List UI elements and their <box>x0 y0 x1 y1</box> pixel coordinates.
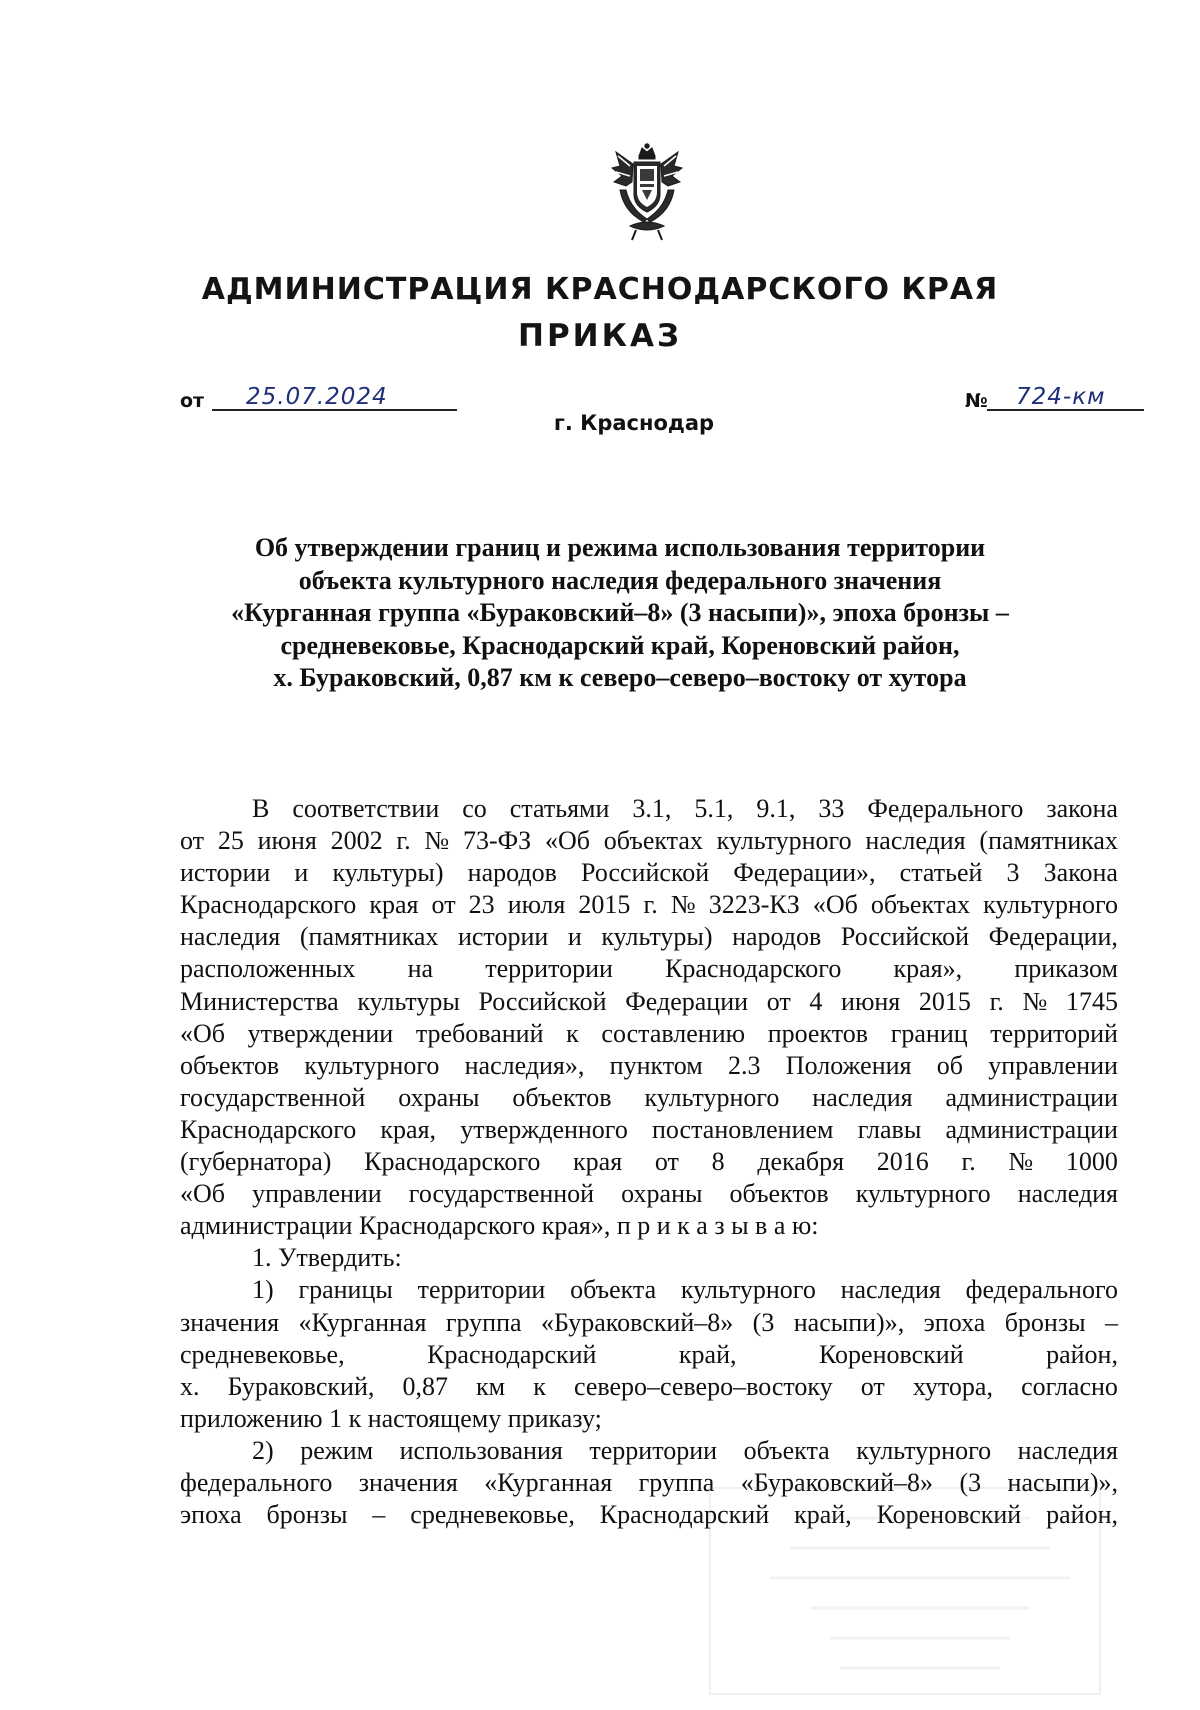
body-word: «Об <box>545 826 591 856</box>
body-line <box>180 1018 1118 1050</box>
body-line <box>180 1371 1118 1403</box>
body-word: утвержденного <box>460 1114 628 1144</box>
organization-name: АДМИНИСТРАЦИЯ КРАСНОДАРСКОГО КРАЯ <box>201 272 999 307</box>
body-word: Федерации, <box>988 922 1118 952</box>
body-word: «Курганная <box>298 1307 427 1337</box>
body-word: 3223-КЗ <box>708 890 800 920</box>
body-line <box>180 857 1118 889</box>
body-word: Положения <box>785 1050 912 1080</box>
document-body <box>180 793 1118 1531</box>
body-line <box>180 1274 1118 1306</box>
body-word: народов <box>732 922 822 952</box>
body-word: группа <box>445 1307 522 1337</box>
body-word: Российской <box>478 986 607 1016</box>
body-word: значения <box>180 1307 280 1337</box>
body-word: согласно <box>1021 1371 1118 1401</box>
body-word: статьей <box>899 858 983 888</box>
body-word: народов <box>467 858 557 888</box>
body-line <box>180 1178 1118 1210</box>
body-line: 1. Утвердить: <box>252 1243 402 1273</box>
body-word: охраны <box>398 1082 480 1112</box>
body-word: культуры) <box>332 858 444 888</box>
body-word: наследия», <box>464 1050 585 1080</box>
body-word: 2002 <box>330 826 383 856</box>
body-line <box>180 889 1118 921</box>
body-word: территории <box>417 1275 546 1305</box>
body-word: наследия <box>1017 1435 1118 1465</box>
body-word: 33 <box>818 794 845 823</box>
body-word: (памятниках <box>299 922 439 952</box>
body-word: «Об <box>812 890 858 920</box>
body-word: – <box>1105 1307 1118 1337</box>
subject-line: Об утверждении границ и режима использования территории <box>254 533 986 562</box>
body-word: Федерации <box>625 986 749 1016</box>
body-word: значения <box>358 1467 458 1497</box>
body-word: администрации <box>945 1114 1118 1144</box>
body-word: и <box>294 858 309 888</box>
body-word: от <box>860 1371 885 1401</box>
body-word: (памятниках <box>979 826 1118 856</box>
body-word: объектах <box>603 826 703 856</box>
body-word: бронзы <box>266 1500 348 1530</box>
body-line <box>180 1050 1118 1082</box>
body-word: бронзы <box>1004 1307 1086 1337</box>
document-subject <box>180 532 1060 695</box>
body-word: администрации <box>945 1082 1118 1112</box>
body-word: г. <box>961 1147 976 1177</box>
body-word: охраны <box>621 1179 703 1209</box>
body-word: Краснодарского <box>364 1147 541 1177</box>
body-word: проектов <box>767 1018 869 1048</box>
body-word: Российской <box>840 922 970 952</box>
body-word: государственной <box>408 1179 595 1209</box>
body-word: территории <box>485 954 613 984</box>
body-word: расположенных <box>180 954 356 984</box>
body-word: – <box>372 1500 386 1530</box>
body-word: края <box>573 1147 623 1177</box>
body-word: насыпи)», <box>1007 1467 1118 1497</box>
body-line <box>180 1146 1118 1178</box>
body-word: использования <box>399 1435 563 1465</box>
subject-line: объекта культурного наследия федерального значения <box>298 565 942 595</box>
body-word: Кореновский <box>876 1500 1022 1530</box>
body-word: 4 <box>809 986 823 1016</box>
body-word: культурного <box>304 1050 440 1080</box>
body-word: на <box>407 954 434 984</box>
body-word: со <box>462 794 487 823</box>
body-line <box>180 793 1118 825</box>
body-word: об <box>936 1050 964 1080</box>
body-word: эпоха <box>923 1307 986 1337</box>
body-word: Бураковский, <box>227 1371 375 1401</box>
body-word: хутора, <box>912 1371 993 1401</box>
body-word: территорий <box>990 1018 1118 1048</box>
subject-line: средневековье, Краснодарский край, Кореновский район, <box>280 630 960 660</box>
subject-line: «Курганная группа «Бураковский–8» (3 насыпи)», эпоха бронзы – <box>231 598 1009 627</box>
body-word: истории <box>180 858 271 888</box>
body-word: «Бураковский–8» <box>540 1307 734 1337</box>
body-line <box>180 1307 1118 1339</box>
body-word: Краснодарского <box>665 954 842 984</box>
body-word: 2.3 <box>728 1050 761 1080</box>
body-word: от <box>180 826 205 856</box>
body-word: группа <box>638 1467 715 1497</box>
body-word: от <box>654 1147 679 1177</box>
body-word: главы <box>857 1114 922 1144</box>
body-word: край, <box>794 1500 852 1530</box>
body-word: к <box>533 1371 546 1401</box>
body-word: края <box>369 890 419 920</box>
body-word: Министерства <box>180 986 339 1016</box>
body-line <box>180 986 1118 1018</box>
body-word: 2016 <box>876 1147 929 1177</box>
body-word: утверждении <box>247 1018 394 1048</box>
body-word: постановлением <box>652 1114 834 1144</box>
body-word: 8 <box>711 1147 725 1177</box>
city: г. Краснодар <box>553 411 715 435</box>
body-word: июня <box>257 826 317 856</box>
body-word: наследия <box>180 922 281 952</box>
body-word: 2015 <box>578 890 631 920</box>
body-word: 1745 <box>1065 986 1118 1016</box>
body-word: «Бураковский–8» <box>740 1467 934 1497</box>
body-word: объектов <box>180 1050 280 1080</box>
body-word: Краснодарский <box>427 1339 597 1369</box>
body-word: объектов <box>512 1082 612 1112</box>
body-word: закона <box>1046 794 1118 823</box>
faint-stamp-shadow <box>700 1478 1110 1704</box>
body-word: объектов <box>729 1179 829 1209</box>
body-word: и <box>567 922 582 952</box>
body-word: 3 <box>1006 858 1020 888</box>
body-word: «Об <box>180 1179 226 1209</box>
body-word: режим <box>300 1435 374 1465</box>
body-word: декабря <box>757 1147 845 1177</box>
subject-line: х. Бураковский, 0,87 км к северо–северо–востоку от хутора <box>273 663 967 692</box>
body-word: объекта <box>570 1275 657 1305</box>
body-line <box>180 1339 1118 1371</box>
body-word: составлению <box>601 1018 746 1048</box>
body-word: культурного <box>716 826 852 856</box>
body-word: июня <box>841 986 901 1016</box>
body-word: статьями <box>509 794 610 823</box>
body-word: объекта <box>743 1435 830 1465</box>
body-word: культуры) <box>601 922 713 952</box>
body-line <box>180 825 1118 857</box>
coat-of-arms-icon <box>606 142 688 242</box>
body-word: июля <box>507 890 566 920</box>
body-word: северо–северо–востоку <box>573 1371 833 1401</box>
body-word: г. <box>396 826 411 856</box>
body-word: № <box>424 826 450 856</box>
body-word: 0,87 <box>402 1371 448 1401</box>
body-line <box>180 953 1118 985</box>
body-line <box>180 1114 1118 1146</box>
body-word: № <box>670 890 696 920</box>
body-word: границ <box>890 1018 968 1048</box>
number-label: № <box>965 390 988 412</box>
body-word: Закона <box>1043 858 1118 888</box>
body-word: х. <box>180 1371 200 1401</box>
body-word: федерального <box>180 1467 333 1497</box>
body-word: 1) <box>252 1275 274 1305</box>
body-word: территории <box>589 1435 718 1465</box>
body-word: к <box>566 1018 579 1048</box>
body-word: 2015 <box>918 986 971 1016</box>
body-word: от <box>431 890 456 920</box>
body-line: приложению 1 к настоящему приказу; <box>180 1403 602 1433</box>
body-word: г. <box>643 890 658 920</box>
body-word: Краснодарского <box>180 1114 357 1144</box>
body-word: культурного <box>680 1275 816 1305</box>
body-word: 1000 <box>1065 1147 1118 1177</box>
date-value: 25.07.2024 <box>246 384 388 410</box>
body-line <box>180 1082 1118 1114</box>
body-word: от <box>766 986 791 1016</box>
body-word: В <box>252 794 270 823</box>
body-word: наследия <box>865 826 966 856</box>
body-word: район, <box>1046 1500 1118 1530</box>
body-line <box>180 921 1118 953</box>
body-word: эпоха <box>180 1500 242 1530</box>
body-word: Федерации», <box>733 858 876 888</box>
body-line <box>180 1435 1118 1467</box>
date-label: от <box>180 390 205 412</box>
body-word: средневековье, <box>410 1500 575 1530</box>
body-word: наследия <box>812 1082 913 1112</box>
body-word: государственной <box>180 1082 366 1112</box>
body-word: 23 <box>468 890 495 920</box>
body-word: 73-ФЗ <box>462 826 532 856</box>
document-type: ПРИКАЗ <box>518 318 682 354</box>
body-word: Федерального <box>867 794 1024 823</box>
body-word: Краснодарского <box>180 890 357 920</box>
body-word: 3.1, <box>632 794 672 823</box>
body-word: насыпи)», <box>793 1307 905 1337</box>
body-word: культурного <box>644 1082 780 1112</box>
body-word: район, <box>1046 1339 1118 1369</box>
body-word: № <box>1008 1147 1034 1177</box>
body-word: (губернатора) <box>180 1147 332 1177</box>
body-word: средневековье, <box>180 1339 345 1369</box>
body-word: края, <box>380 1114 437 1144</box>
body-word: (3 <box>752 1307 775 1337</box>
body-word: пунктом <box>609 1050 703 1080</box>
body-word: края», <box>893 954 963 984</box>
body-word: г. <box>989 986 1004 1016</box>
body-word: требований <box>415 1018 544 1048</box>
body-word: истории <box>457 922 549 952</box>
body-word: культурного <box>983 890 1118 920</box>
body-line: администрации Краснодарского края», п р и к а з ы в а ю: <box>180 1211 819 1241</box>
body-word: Краснодарский <box>599 1500 770 1530</box>
body-word: 5.1, <box>694 794 734 823</box>
body-word: Кореновский <box>818 1339 964 1369</box>
body-word: край, <box>678 1339 737 1369</box>
body-word: наследия <box>840 1275 941 1305</box>
body-word: объектах <box>870 890 970 920</box>
body-word: Российской <box>581 858 710 888</box>
body-word: км <box>476 1371 506 1401</box>
body-word: 9.1, <box>756 794 796 823</box>
body-word: наследия <box>1017 1179 1118 1209</box>
body-word: культуры <box>357 986 460 1016</box>
body-word: приказом <box>1014 954 1118 984</box>
body-word: границы <box>298 1275 393 1305</box>
number-value: 724-км <box>1016 384 1106 410</box>
body-word: «Об <box>180 1018 226 1048</box>
body-word: культурного <box>856 1435 992 1465</box>
body-word: «Курганная <box>484 1467 613 1497</box>
body-word: управлении <box>252 1179 382 1209</box>
body-word: № <box>1022 986 1048 1016</box>
body-word: 25 <box>217 826 244 856</box>
body-word: культурного <box>855 1179 991 1209</box>
body-word: (3 <box>959 1467 982 1497</box>
body-word: федерального <box>965 1275 1118 1305</box>
body-word: соответствии <box>292 794 440 823</box>
body-word: 2) <box>252 1435 274 1465</box>
body-word: управлении <box>988 1050 1118 1080</box>
